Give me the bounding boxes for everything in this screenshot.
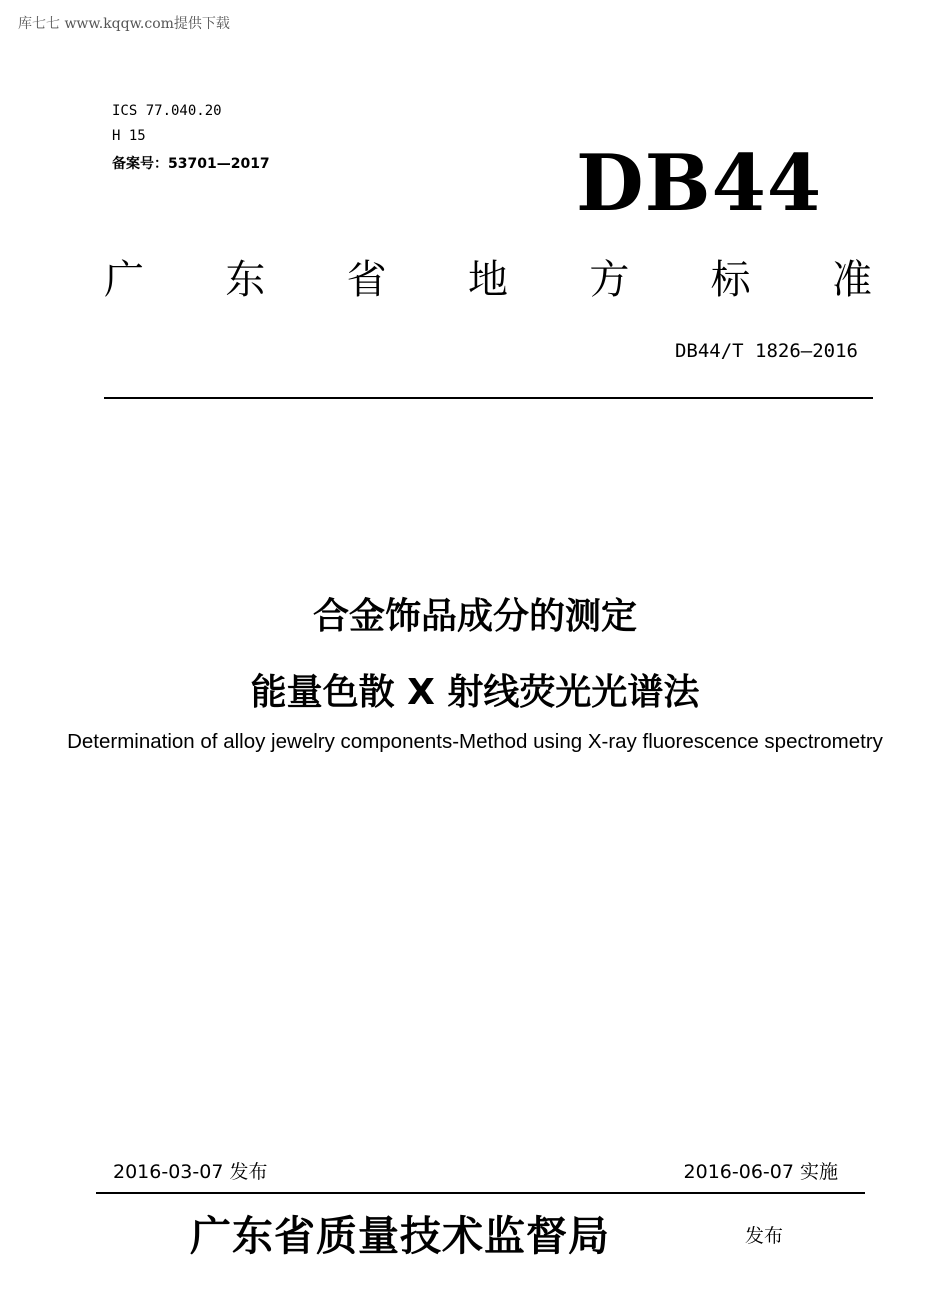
implementation-date: 2016-06-07 实施 xyxy=(683,1161,838,1183)
title-cn-line1: 合金饰品成分的测定 xyxy=(312,596,637,637)
standard-kind-char: 广 xyxy=(104,257,144,303)
title-cn-line2: 能量色散 X 射线荧光光谱法 xyxy=(250,672,700,713)
standard-kind-char: 方 xyxy=(589,257,630,303)
watermark-text: 库七七 www.kqqw.com提供下载 xyxy=(18,16,230,32)
ics-code: ICS 77.040.20 xyxy=(112,103,222,119)
standard-number: DB44/T 1826—2016 xyxy=(674,340,858,362)
authority-action: 发布 xyxy=(745,1225,784,1247)
issue-date: 2016-03-07 发布 xyxy=(113,1161,268,1183)
standard-kind xyxy=(104,248,872,305)
bottom-divider xyxy=(96,1192,865,1194)
standard-kind-char: 省 xyxy=(346,257,387,303)
standard-kind-char: 地 xyxy=(467,257,508,303)
standard-kind-char: 标 xyxy=(710,257,751,303)
top-divider xyxy=(104,397,873,399)
standard-mark: DB44 xyxy=(576,138,823,229)
standard-kind-char: 东 xyxy=(225,257,266,303)
record-number: 备案号：53701—2017 xyxy=(112,156,270,172)
title-en: Determination of alloy jewelry components-Method using X-ray fluorescence spectrometry xyxy=(67,730,883,753)
issuing-authority: 广东省质量技术监督局 xyxy=(190,1212,610,1260)
standard-kind-char: 准 xyxy=(831,257,872,303)
clc-code: H 15 xyxy=(112,128,146,144)
